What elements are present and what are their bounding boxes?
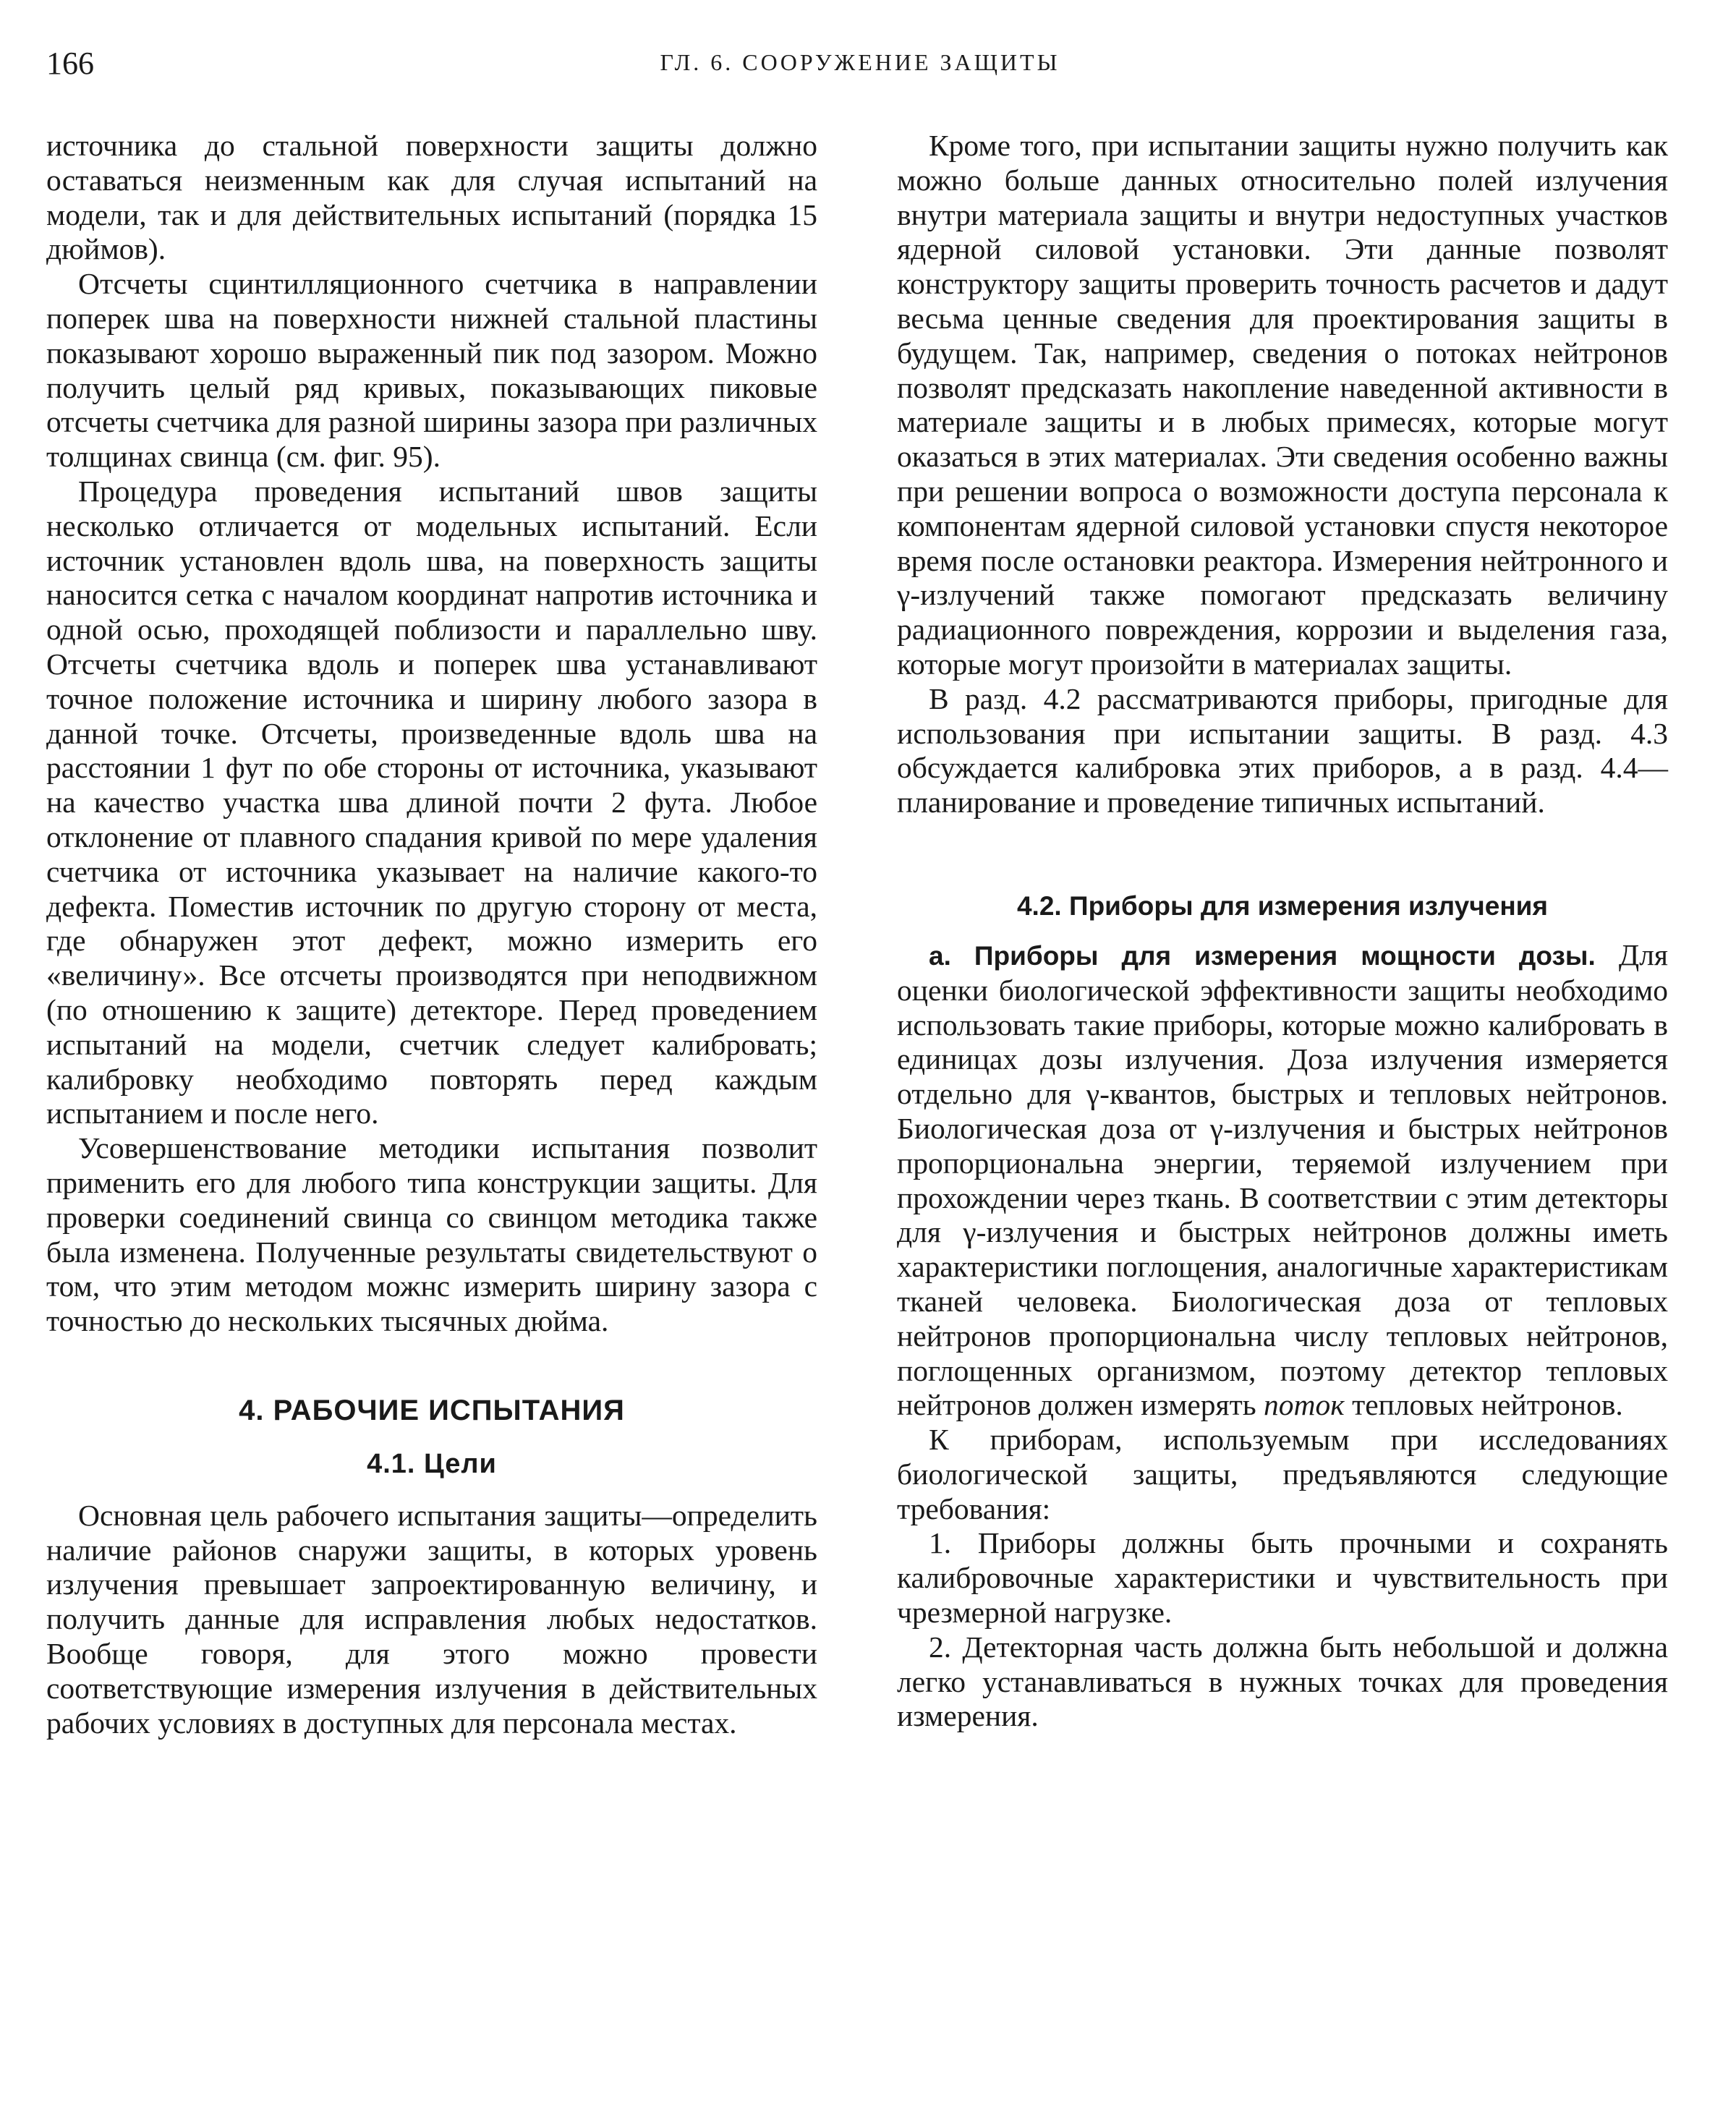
paragraph: источника до стальной поверхности защиты должно оставаться неизменным как для случая испытаний на модели, так и для действительных испытаний (порядка 15 дюймов). xyxy=(46,129,817,266)
page-number: 166 xyxy=(46,46,94,81)
paragraph: В разд. 4.2 рассматриваются приборы, пригодные для использования при испытании защиты. В разд. 4.3 обсуждается калибровка этих приборов, а в разд. 4.4—планирование и проведение типичных испытаний. xyxy=(897,681,1668,820)
paragraph: Кроме того, при испытании защиты нужно получить как можно больше данных относительно полей излучения внутри материала защиты и внутри недоступных участков ядерной силовой установки. Эти данные позволят конструктору защиты проверить точность расчетов и дадут весьма ценные сведения для проектирования защиты в будущем. Так, например, сведения о потоках нейтронов позволят предсказать накопление наведенной активности в материале защиты и в любых примесях, которые могут оказаться в этих материалах. Эти сведения особенно важны при решении вопроса о возможности доступа персонала к компонентам ядерной силовой установки спустя некоторое время после остановки реактора. Измерения нейтронного и γ-излучений также помогают предсказать величину радиационного повреждения, коррозии и выделения газа, которые могут произойти в материалах защиты. xyxy=(897,129,1668,681)
paragraph: К приборам, используемым при исследованиях биологической защиты, предъявляются следующие требования: xyxy=(897,1423,1668,1525)
subsection-title: 4.1. Цели xyxy=(367,1448,497,1479)
paragraph-text-end: тепловых нейтронов. xyxy=(1344,1388,1623,1422)
list-item: 2. Детекторная часть должна быть небольшой и должна легко устанавливаться в нужных точках для проведения измерения. xyxy=(897,1630,1668,1733)
section-title: 4. РАБОЧИЕ ИСПЫТАНИЯ xyxy=(239,1394,625,1426)
runin-heading: а. Приборы для измерения мощности дозы. xyxy=(929,940,1596,971)
paragraph: Основная цель рабочего испытания защиты—определить наличие районов снаружи защиты, в которых уровень излучения превышает запроектированную величину, и получить данные для исправления любых недостатков. Вообще говоря, для этого можно провести соответствующие измерения излучения в действительных рабочих условиях в доступных для персонала местах. xyxy=(46,1498,817,1740)
paragraph: Усовершенствование методики испытания позволит применить его для любого типа конструкции защиты. Для проверки соединений свинца со свинцом методика также была изменена. Полученные результаты свидетельствуют о том, что этим методом можнс измерить ширину зазора с точностью до нескольких тысячных дюйма. xyxy=(46,1131,817,1338)
right-column xyxy=(897,129,1668,1734)
paragraph xyxy=(897,938,1668,1423)
emphasis-text: поток xyxy=(1264,1388,1345,1422)
list-item: 1. Приборы должны быть прочными и сохранять калибровочные характеристики и чувствительность при чрезмерной нагрузке. xyxy=(897,1526,1668,1630)
left-column xyxy=(46,129,817,1740)
subsection-title: 4.2. Приборы для измерения излучения xyxy=(1016,890,1549,921)
paragraph-text: Для оценки биологической эффективности защиты необходимо использовать такие приборы, которые можно калибровать в единицах дозы излучения. Доза излучения измеряется отдельно для γ-квантов, быстрых и тепловых нейтронов. Биологическая доза от γ-излучения и быстрых нейтронов пропорциональна энергии, теряемой излучением при прохождении через ткань. В соответствии с этим детекторы для γ-излучения и быстрых нейтронов должны иметь характеристики поглощения, аналогичные характеристикам тканей человека. Биологическая доза от тепловых нейтронов пропорциональна числу тепловых нейтронов, поглощенных организмом, поэтому детектор тепловых нейтронов должен измерять xyxy=(897,937,1668,1422)
paragraph: Процедура проведения испытаний швов защиты несколько отличается от модельных испытаний. Если источник установлен вдоль шва, на поверхность защиты наносится сетка с началом координат напротив источника и одной осью, проходящей поблизости и параллельно шву. Отсчеты счетчика вдоль и поперек шва устанавливают точное положение источника и ширину любого зазора в данной точке. Отсчеты, произведенные вдоль шва на расстоянии 1 фут по обе стороны от источника, указывают на качество участка шва длиной почти 2 фута. Любое отклонение от плавного спадания кривой по мере удаления счетчика от источника указывает на наличие какого-то дефекта. Поместив источник по другую сторону от места, где обнаружен этот дефект, можно измерить его «величину». Все отсчеты производятся при неподвижном (по отношению к защите) детекторе. Перед проведением испытаний на модели, счетчик следует калибровать; калибровку необходимо повторять перед каждым испытанием и после него. xyxy=(46,474,817,1131)
page-header xyxy=(46,45,1674,88)
running-head: ГЛ. 6. СООРУЖЕНИЕ ЗАЩИТЫ xyxy=(660,49,1060,75)
paragraph: Отсчеты сцинтилляционного счетчика в направлении поперек шва на поверхности нижней стальной пластины показывают хорошо выраженный пик под зазором. Можно получить целый ряд кривых, показывающих пиковые отсчеты счетчика для разной ширины зазора при различных толщинах свинца (см. фиг. 95). xyxy=(46,267,817,474)
